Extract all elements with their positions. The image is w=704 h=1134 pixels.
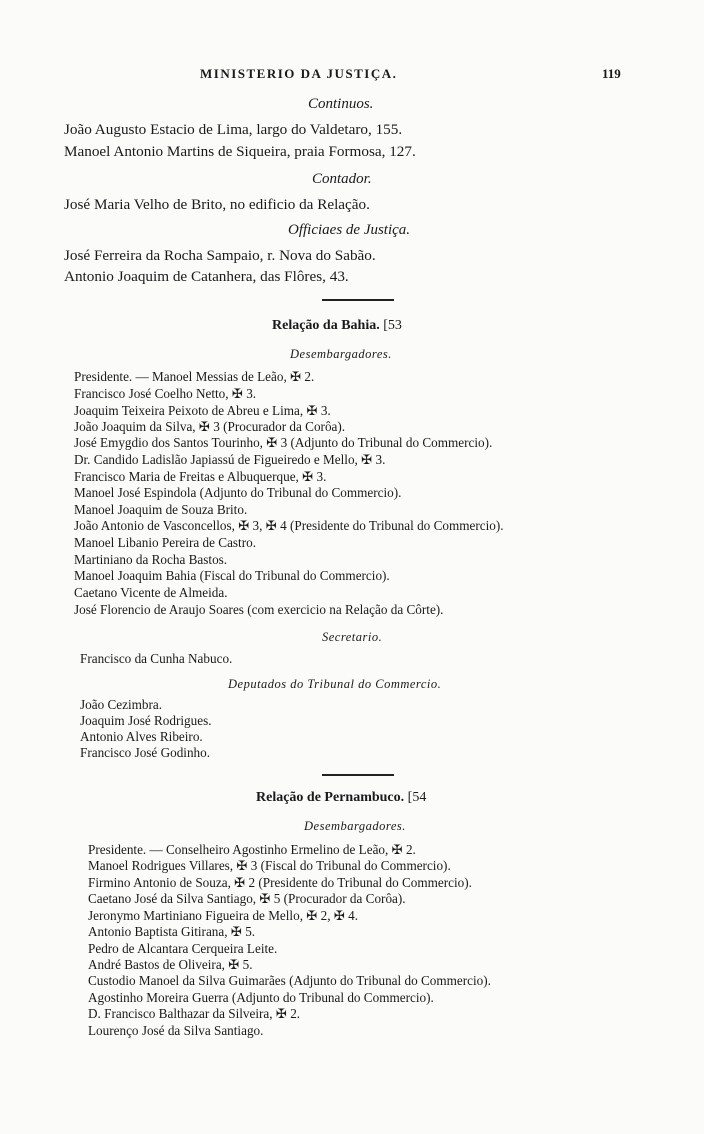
pernambuco-desembargador: Jeronymo Martiniano Figueira de Mello, ✠ 2, ✠ 4. bbox=[88, 908, 359, 923]
bahia-secretario: Francisco da Cunha Nabuco. bbox=[80, 651, 233, 666]
pernambuco-desembargador: Lourenço José da Silva Santiago. bbox=[88, 1023, 264, 1038]
section-divider bbox=[322, 299, 394, 301]
section-divider bbox=[322, 774, 394, 776]
officiaes-line: Antonio Joaquim de Catanhera, das Flôres, 43. bbox=[64, 268, 349, 285]
bahia-desembargador: Manoel Joaquim de Souza Brito. bbox=[74, 502, 248, 517]
bahia-deputado: Joaquim José Rodrigues. bbox=[80, 713, 212, 728]
bahia-desembargador: Manoel Joaquim Bahia (Fiscal do Tribunal do Commercio). bbox=[74, 568, 390, 583]
pernambuco-desembargador: Antonio Baptista Gitirana, ✠ 5. bbox=[88, 924, 256, 939]
officiaes-heading: Officiaes de Justiça. bbox=[288, 222, 411, 238]
bahia-desembargador: Caetano Vicente de Almeida. bbox=[74, 585, 228, 600]
continuos-line: João Augusto Estacio de Lima, largo do Valdetaro, 155. bbox=[64, 121, 403, 138]
pernambuco-desembargador: André Bastos de Oliveira, ✠ 5. bbox=[88, 957, 253, 972]
bahia-desembargador: João Joaquim da Silva, ✠ 3 (Procurador da Corôa). bbox=[74, 419, 346, 434]
bahia-desembargador: Francisco José Coelho Netto, ✠ 3. bbox=[74, 386, 257, 401]
pernambuco-desembargador: Agostinho Moreira Guerra (Adjunto do Tribunal do Commercio). bbox=[88, 990, 434, 1005]
officiaes-line: José Ferreira da Rocha Sampaio, r. Nova do Sabão. bbox=[64, 247, 376, 264]
pernambuco-desembargador: Presidente. — Conselheiro Agostinho Ermelino de Leão, ✠ 2. bbox=[88, 842, 416, 857]
page-number: 119 bbox=[602, 66, 621, 81]
pernambuco-desembargador: Firmino Antonio de Souza, ✠ 2 (Presidente do Tribunal do Commercio). bbox=[88, 875, 472, 890]
bahia-title-text: Relação da Bahia. bbox=[272, 318, 380, 333]
pernambuco-desembargador: Custodio Manoel da Silva Guimarães (Adjunto do Tribunal do Commercio). bbox=[88, 973, 491, 988]
running-header: MINISTERIO DA JUSTIÇA. bbox=[200, 66, 398, 81]
contador-heading: Contador. bbox=[312, 171, 372, 187]
pernambuco-desembargador: Caetano José da Silva Santiago, ✠ 5 (Procurador da Corôa). bbox=[88, 891, 406, 906]
bahia-deputados-heading: Deputados do Tribunal do Commercio. bbox=[228, 677, 442, 691]
bahia-desembargador: José Florencio de Araujo Soares (com exercicio na Relação da Côrte). bbox=[74, 602, 444, 617]
bahia-deputado: Francisco José Godinho. bbox=[80, 745, 211, 760]
bahia-desembargador: Joaquim Teixeira Peixoto de Abreu e Lima, ✠ 3. bbox=[74, 403, 331, 418]
bahia-desembargador: João Antonio de Vasconcellos, ✠ 3, ✠ 4 (Presidente do Tribunal do Commercio). bbox=[74, 518, 504, 533]
bahia-desembargador: Dr. Candido Ladislão Japiassú de Figueiredo e Mello, ✠ 3. bbox=[74, 452, 386, 467]
bahia-desembargador: Presidente. — Manoel Messias de Leão, ✠ 2. bbox=[74, 369, 315, 384]
bahia-deputado: Antonio Alves Ribeiro. bbox=[80, 729, 203, 744]
pernambuco-title bbox=[256, 790, 426, 806]
bahia-title bbox=[272, 318, 402, 334]
pernambuco-number: [54 bbox=[407, 790, 427, 805]
bahia-desembargador: Martiniano da Rocha Bastos. bbox=[74, 552, 228, 567]
pernambuco-desembargadores-heading: Desembargadores. bbox=[304, 819, 406, 833]
continuos-heading: Continuos. bbox=[308, 96, 374, 112]
bahia-desembargador: José Emygdio dos Santos Tourinho, ✠ 3 (Adjunto do Tribunal do Commercio). bbox=[74, 435, 493, 450]
pernambuco-desembargador: Pedro de Alcantara Cerqueira Leite. bbox=[88, 941, 278, 956]
contador-line: José Maria Velho de Brito, no edificio da Relação. bbox=[64, 196, 370, 213]
bahia-number: [53 bbox=[383, 318, 402, 333]
bahia-desembargador: Francisco Maria de Freitas e Albuquerque, ✠ 3. bbox=[74, 469, 327, 484]
pernambuco-title-text: Relação de Pernambuco. bbox=[256, 790, 405, 805]
bahia-deputado: João Cezimbra. bbox=[80, 697, 163, 712]
bahia-desembargador: Manoel José Espindola (Adjunto do Tribunal do Commercio). bbox=[74, 485, 402, 500]
bahia-desembargadores-heading: Desembargadores. bbox=[290, 347, 392, 361]
bahia-secretario-heading: Secretario. bbox=[322, 630, 383, 644]
pernambuco-desembargador: D. Francisco Balthazar da Silveira, ✠ 2. bbox=[88, 1006, 301, 1021]
continuos-line: Manoel Antonio Martins de Siqueira, praia Formosa, 127. bbox=[64, 143, 416, 160]
pernambuco-desembargador: Manoel Rodrigues Villares, ✠ 3 (Fiscal do Tribunal do Commercio). bbox=[88, 858, 451, 873]
bahia-desembargador: Manoel Libanio Pereira de Castro. bbox=[74, 535, 257, 550]
